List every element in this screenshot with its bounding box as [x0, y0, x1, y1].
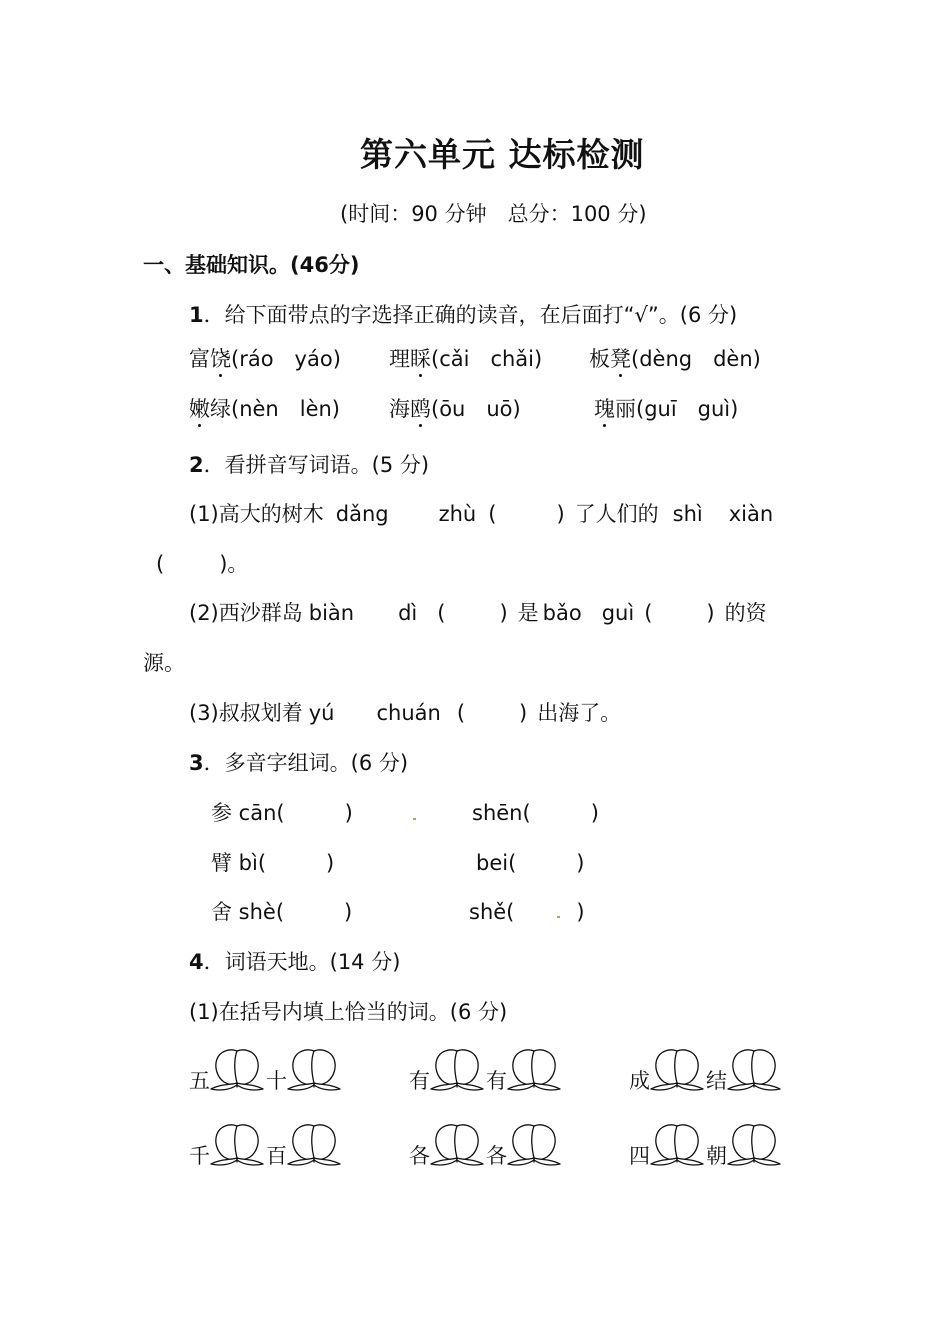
pinyin: shì — [672, 502, 703, 526]
peach-blank-icon[interactable] — [505, 1120, 563, 1168]
dotted-char: 饶 — [210, 347, 231, 371]
answer-blank-close[interactable]: ) — [556, 502, 565, 526]
idiom-char: 有 — [486, 1069, 507, 1093]
question-text: ．给下面带点的字选择正确的读音，在后面打“√”。(6 分) — [203, 303, 738, 327]
answer-blank-close[interactable]: ) — [344, 900, 353, 924]
dotted-char: 嫩 — [189, 397, 210, 421]
q2-line-1 — [189, 504, 773, 525]
dotted-char: 凳 — [610, 347, 631, 371]
polyphone-prompt: 舍 shè( — [211, 900, 285, 924]
answer-blank-close[interactable]: ) — [576, 851, 585, 875]
question-1-heading — [189, 305, 737, 326]
pinyin-options: (cǎi chǎi) — [431, 347, 543, 371]
q1-item-3 — [589, 349, 761, 370]
idiom-char: 四 — [629, 1144, 650, 1168]
item-char: 丽 — [615, 397, 636, 421]
peach-blank-icon[interactable] — [285, 1045, 343, 1093]
answer-blank-open[interactable]: ( — [488, 502, 497, 526]
q2-line-1-cont — [156, 554, 248, 575]
idiom-char: 百 — [266, 1144, 287, 1168]
idiom-char: 各 — [409, 1144, 430, 1168]
prompt-text: 是 — [517, 601, 539, 625]
answer-blank-close[interactable]: ) — [590, 801, 599, 825]
idiom-char: 十 — [266, 1069, 287, 1093]
pinyin: chuán — [376, 701, 441, 725]
pinyin: zhù — [438, 502, 477, 526]
answer-blank-open[interactable]: ( — [644, 601, 653, 625]
item-char: 绿 — [210, 397, 231, 421]
answer-blank-close[interactable]: ) — [499, 601, 508, 625]
pinyin: bǎo — [542, 601, 582, 625]
item-char: 富 — [189, 347, 210, 371]
q1-item-2 — [389, 349, 542, 370]
pinyin: biàn — [308, 601, 355, 625]
page-subtitle: (时间：90 分钟 总分：100 分) — [340, 202, 647, 226]
question-text: ．看拼音写词语。(5 分) — [203, 453, 430, 477]
answer-blank-open[interactable]: ( — [456, 701, 466, 725]
pinyin: dì — [398, 601, 418, 625]
pinyin-options: (dèng dèn) — [631, 347, 761, 371]
q3-row-1-b — [472, 803, 599, 824]
question-text: ．多音字组词。(6 分) — [203, 751, 409, 775]
answer-blank-close[interactable]: ) — [519, 701, 528, 725]
answer-blank-open[interactable]: ( — [437, 601, 446, 625]
peach-blank-icon[interactable] — [428, 1120, 486, 1168]
peach-blank-icon[interactable] — [208, 1045, 266, 1093]
pinyin: dǎng — [335, 502, 389, 526]
q1-item-4 — [189, 399, 340, 420]
peach-blank-icon[interactable] — [505, 1045, 563, 1093]
page-title: 第六单元 达标检测 — [360, 135, 645, 174]
q2-line-2-cont: 源。 — [143, 651, 185, 675]
polyphone-prompt: shě( — [469, 900, 515, 924]
question-number: 4 — [189, 950, 204, 974]
answer-blank-close[interactable]: ) — [344, 801, 353, 825]
prompt-text: 了人们的 — [574, 502, 659, 526]
question-text: ．词语天地。(14 分) — [203, 950, 401, 974]
peach-blank-icon[interactable] — [285, 1120, 343, 1168]
prompt-text: (3)叔叔划着 — [189, 701, 303, 725]
item-char: 理 — [389, 347, 410, 371]
peach-blank-icon[interactable] — [725, 1120, 783, 1168]
idiom-char: 各 — [486, 1144, 507, 1168]
prompt-text: 出海了。 — [537, 701, 622, 725]
q3-row-2-b — [476, 853, 584, 874]
prompt-text: (1)高大的树木 — [189, 502, 324, 526]
idiom-char: 成 — [629, 1069, 650, 1093]
item-char: 海 — [389, 397, 410, 421]
answer-blank-open[interactable]: ( — [156, 552, 165, 576]
pinyin-options: (guī guì) — [636, 397, 739, 421]
q3-row-3-a — [211, 902, 352, 923]
pinyin: xiàn — [728, 502, 774, 526]
prompt-text: 的资 — [724, 601, 767, 625]
peach-blank-icon[interactable] — [208, 1120, 266, 1168]
answer-blank-close[interactable]: ) — [706, 601, 715, 625]
peach-blank-icon[interactable] — [725, 1045, 783, 1093]
pinyin: guì — [601, 601, 635, 625]
dotted-char: 瑰 — [594, 397, 615, 421]
peach-blank-icon[interactable] — [428, 1045, 486, 1093]
dotted-char: 睬 — [410, 347, 431, 371]
polyphone-prompt: 参 cān( — [211, 801, 285, 825]
idiom-char: 五 — [189, 1069, 210, 1093]
question-4-heading — [189, 952, 400, 973]
pinyin: yú — [308, 701, 335, 725]
scan-speck — [413, 818, 416, 820]
question-2-heading — [189, 455, 429, 476]
q3-row-1-a — [211, 803, 353, 824]
q3-row-3-b — [469, 902, 585, 923]
polyphone-prompt: 臂 bì( — [211, 851, 267, 875]
q1-item-6 — [594, 399, 738, 420]
q3-row-2-a — [211, 853, 334, 874]
idiom-char: 有 — [409, 1069, 430, 1093]
idiom-char: 朝 — [706, 1144, 727, 1168]
pinyin-options: (ráo yáo) — [231, 347, 341, 371]
q1-item-1 — [189, 349, 341, 370]
q2-line-3 — [189, 703, 621, 724]
scan-speck — [557, 916, 560, 918]
answer-blank-close[interactable]: ) — [576, 900, 585, 924]
question-number: 1 — [189, 303, 204, 327]
peach-blank-icon[interactable] — [648, 1120, 706, 1168]
prompt-text: (2)西沙群岛 — [189, 601, 303, 625]
polyphone-prompt: bei( — [476, 851, 517, 875]
pinyin-options: (ōu uō) — [431, 397, 521, 421]
idiom-char: 千 — [189, 1144, 210, 1168]
answer-blank-close[interactable]: )。 — [219, 552, 249, 576]
peach-blank-icon[interactable] — [648, 1045, 706, 1093]
pinyin-options: (nèn lèn) — [231, 397, 340, 421]
item-char: 板 — [589, 347, 610, 371]
answer-blank-close[interactable]: ) — [326, 851, 335, 875]
question-number: 2 — [189, 453, 204, 477]
section-heading: 一、基础知识。(46分) — [143, 253, 360, 277]
idiom-char: 结 — [706, 1069, 727, 1093]
q4-subquestion-1: (1)在括号内填上恰当的词。(6 分) — [189, 1000, 508, 1024]
q1-item-5 — [389, 399, 521, 420]
question-number: 3 — [189, 751, 204, 775]
q2-line-2 — [189, 603, 767, 624]
polyphone-prompt: shēn( — [472, 801, 531, 825]
question-3-heading — [189, 753, 408, 774]
dotted-char: 鸥 — [410, 397, 431, 421]
